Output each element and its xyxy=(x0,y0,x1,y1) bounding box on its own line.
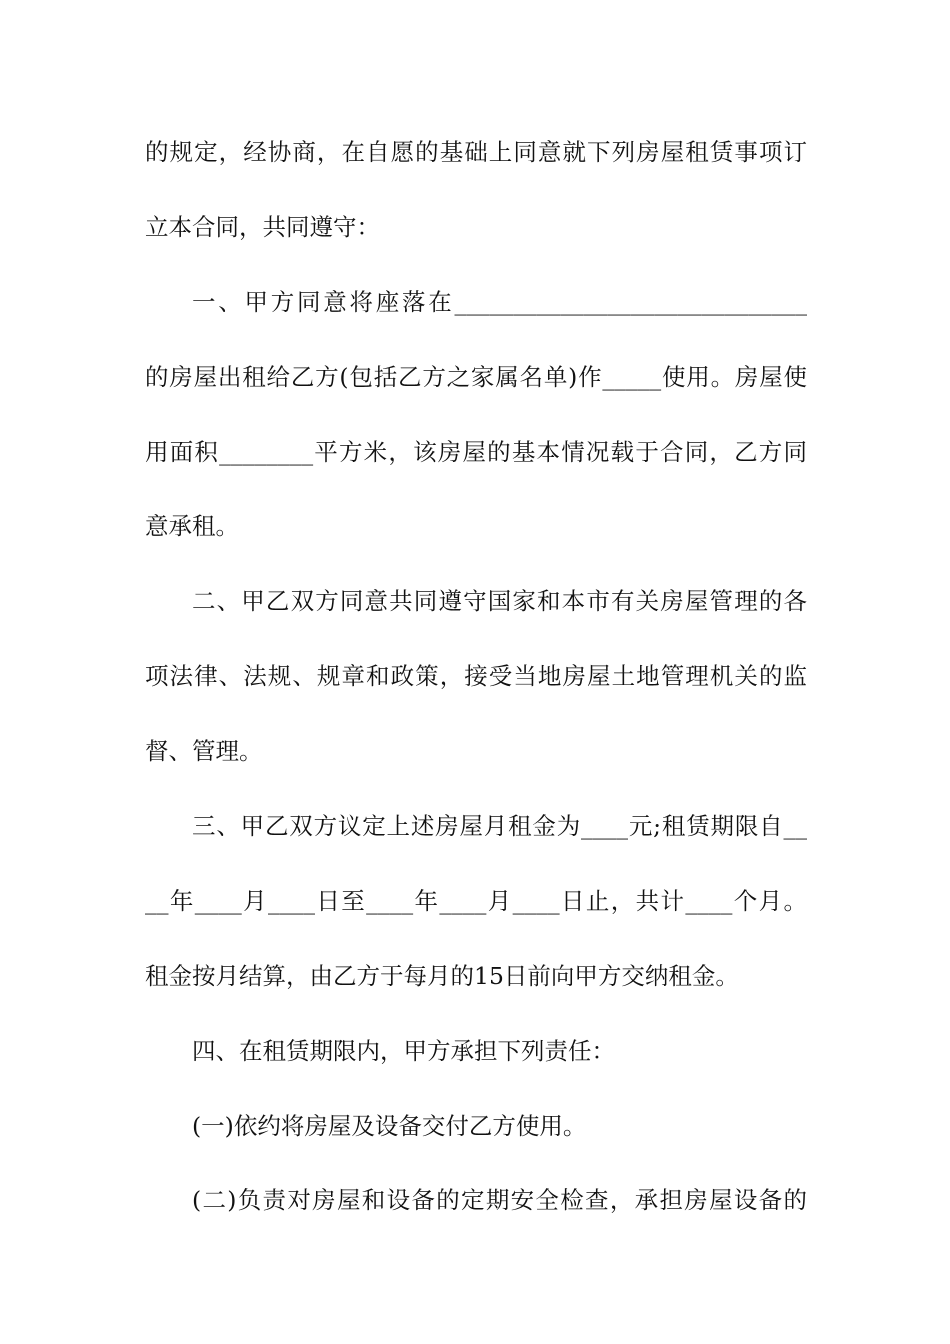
text-line: 督、管理。 xyxy=(145,737,263,766)
clause-heading-line: 一、甲方同意将座落在______________________________ xyxy=(192,287,807,316)
text-line: __年____月____日至____年____月____日止，共计____个月。 xyxy=(145,886,807,915)
sub-clause-line: (一)依约将房屋及设备交付乙方使用。 xyxy=(192,1111,587,1140)
text-line: 租金按月结算，由乙方于每月的15日前向甲方交纳租金。 xyxy=(145,961,739,990)
clause-heading-line: 三、甲乙双方议定上述房屋月租金为____元;租赁期限自__ xyxy=(192,812,807,841)
text-line: 项法律、法规、规章和政策，接受当地房屋土地管理机关的监 xyxy=(145,662,807,691)
contract-body xyxy=(145,126,807,1249)
text-line: 立本合同，共同遵守： xyxy=(145,212,380,241)
text-line: 用面积________平方米，该房屋的基本情况载于合同，乙方同 xyxy=(145,437,807,466)
clause-heading-line: 二、甲乙双方同意共同遵守国家和本市有关房屋管理的各 xyxy=(192,587,807,616)
text-line: 的房屋出租给乙方(包括乙方之家属名单)作_____使用。房屋使 xyxy=(145,362,807,391)
sub-clause-line: (二)负责对房屋和设备的定期安全检查，承担房屋设备的 xyxy=(192,1186,807,1215)
text-line: 的规定，经协商，在自愿的基础上同意就下列房屋租赁事项订 xyxy=(145,138,807,166)
clause-heading-line: 四、在租赁期限内，甲方承担下列责任： xyxy=(192,1036,615,1065)
text-line: 意承租。 xyxy=(145,512,239,541)
